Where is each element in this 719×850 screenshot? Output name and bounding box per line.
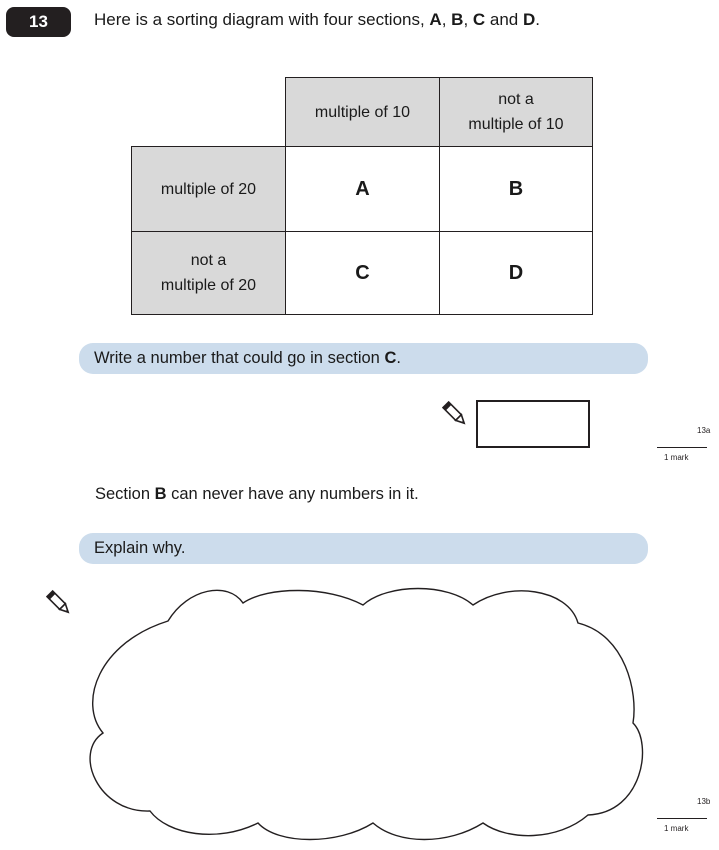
pencil-icon	[442, 399, 468, 429]
prompt-text: Explain why.	[94, 539, 186, 557]
col-header-line: multiple of 10	[468, 116, 564, 133]
row-header-label	[161, 248, 256, 298]
col-header-multiple-of-10	[285, 77, 440, 147]
section-d-ref: D	[522, 10, 536, 29]
statement-end: can never have any numbers in it.	[166, 485, 419, 503]
separator: ,	[463, 10, 473, 29]
section-c-cell	[285, 231, 440, 315]
part-b-prompt	[79, 533, 648, 564]
question-number: 13	[6, 7, 71, 37]
mark-label-13b: 1 mark	[664, 824, 689, 833]
separator: ,	[441, 10, 452, 29]
col-header-not-multiple-of-10	[439, 77, 593, 147]
section-label: A	[355, 177, 370, 200]
pencil-icon	[46, 588, 72, 618]
mark-line-13a	[657, 447, 707, 448]
row-header-not-multiple-of-20	[131, 231, 286, 315]
question-intro	[94, 10, 540, 30]
row-header-multiple-of-20	[131, 146, 286, 232]
section-a-cell	[285, 146, 440, 232]
statement-section-b	[95, 485, 419, 504]
col-header-line: not a	[498, 91, 534, 108]
mark-line-13b	[657, 818, 707, 819]
mark-label-13a: 1 mark	[664, 453, 689, 462]
mark-ref-13b: 13b	[697, 797, 711, 806]
col-header-label	[468, 87, 563, 137]
section-label: D	[508, 261, 524, 284]
intro-text: Here is a sorting diagram with four sections,	[94, 10, 430, 29]
row-header-line: multiple of 20	[160, 277, 257, 294]
mark-ref-13a: 13a	[697, 426, 711, 435]
statement-bold: B	[154, 485, 167, 503]
col-header-label: multiple of 10	[314, 103, 411, 121]
answer-box-13a[interactable]	[476, 400, 590, 448]
and-word: and	[485, 10, 523, 29]
prompt-bold: C	[384, 349, 397, 367]
row-header-label: multiple of 20	[160, 180, 257, 198]
section-b-cell	[439, 146, 593, 232]
section-d-cell	[439, 231, 593, 315]
section-a-ref: A	[429, 10, 442, 29]
prompt-text: Write a number that could go in section	[94, 349, 385, 367]
section-c-ref: C	[472, 10, 486, 29]
section-label: C	[355, 261, 370, 284]
explanation-cloud-answer-area[interactable]	[78, 583, 658, 845]
prompt-end: .	[396, 349, 401, 367]
part-a-prompt	[79, 343, 648, 374]
intro-end: .	[535, 10, 540, 29]
section-b-ref: B	[451, 10, 464, 29]
section-label: B	[508, 177, 524, 200]
statement-text: Section	[95, 485, 155, 503]
row-header-line: not a	[190, 252, 227, 269]
